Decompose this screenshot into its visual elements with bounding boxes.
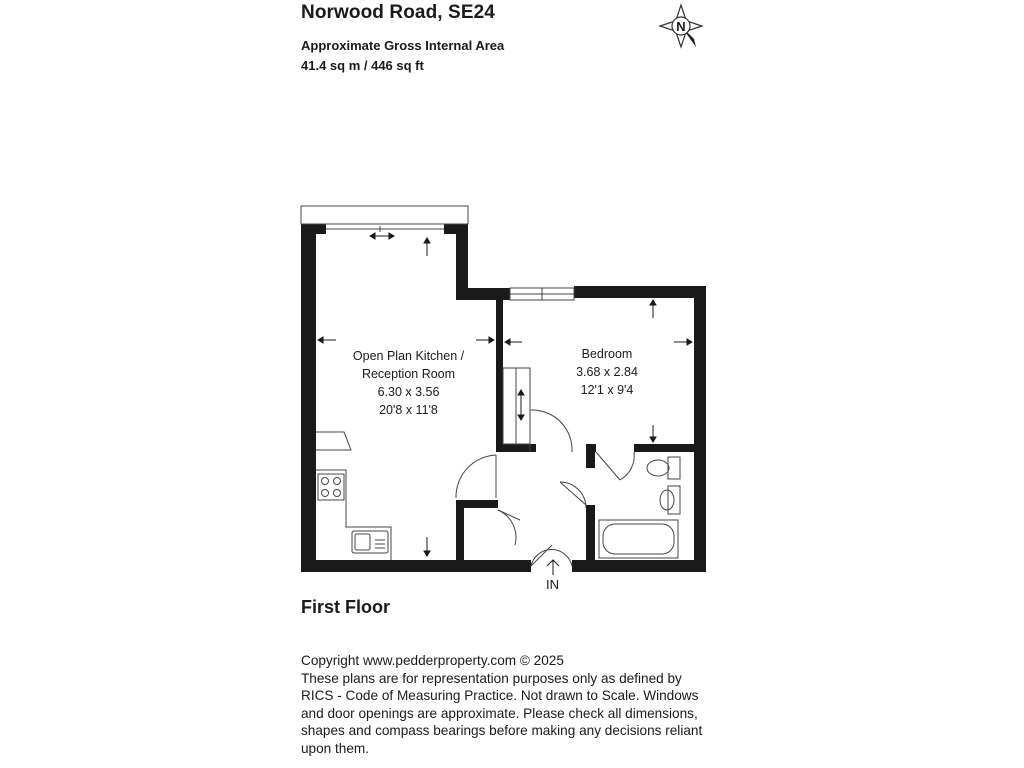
disclaimer-line: shapes and compass bearings before making any decisions reliant	[301, 723, 703, 739]
bedroom-imperial-dimensions: 12'1 x 9'4	[580, 383, 634, 397]
disclaimer-line: and door openings are approximate. Please check all dimensions,	[301, 705, 698, 721]
bedroom-room-label	[560, 345, 654, 399]
compass-north-letter: N	[676, 19, 686, 34]
entrance-arrow-icon	[547, 560, 559, 575]
kitchen-room-label	[336, 347, 481, 419]
entrance-label: IN	[546, 577, 559, 592]
kitchen-units	[316, 432, 391, 560]
bedroom-name: Bedroom	[581, 347, 633, 361]
property-title: Norwood Road, SE24	[301, 2, 495, 23]
door-swings	[456, 410, 634, 566]
bedroom-window	[510, 288, 574, 300]
bedroom-metric-dimensions: 3.68 x 2.84	[576, 365, 638, 379]
wardrobe	[503, 368, 530, 444]
disclaimer-line: RICS - Code of Measuring Practice. Not drawn to Scale. Windows	[301, 688, 699, 704]
disclaimer-line: Copyright www.pedderproperty.com © 2025	[301, 653, 564, 668]
bathroom-fittings	[599, 457, 680, 558]
disclaimer-line: upon them.	[301, 740, 370, 756]
kitchen-metric-dimensions: 6.30 x 3.56	[377, 385, 440, 399]
area-value: 41.4 sq m / 446 sq ft	[301, 58, 424, 73]
kitchen-name-line2: Reception Room	[361, 367, 456, 381]
floor-label: First Floor	[301, 597, 390, 617]
disclaimer-line: These plans are for representation purposes only as defined by	[301, 670, 682, 686]
kitchen-name-line1: Open Plan Kitchen /	[352, 349, 465, 363]
disclaimer-text	[301, 652, 741, 758]
area-label: Approximate Gross Internal Area	[301, 38, 505, 53]
kitchen-imperial-dimensions: 20'8 x 11'8	[379, 403, 438, 417]
balcony-window	[301, 206, 468, 232]
